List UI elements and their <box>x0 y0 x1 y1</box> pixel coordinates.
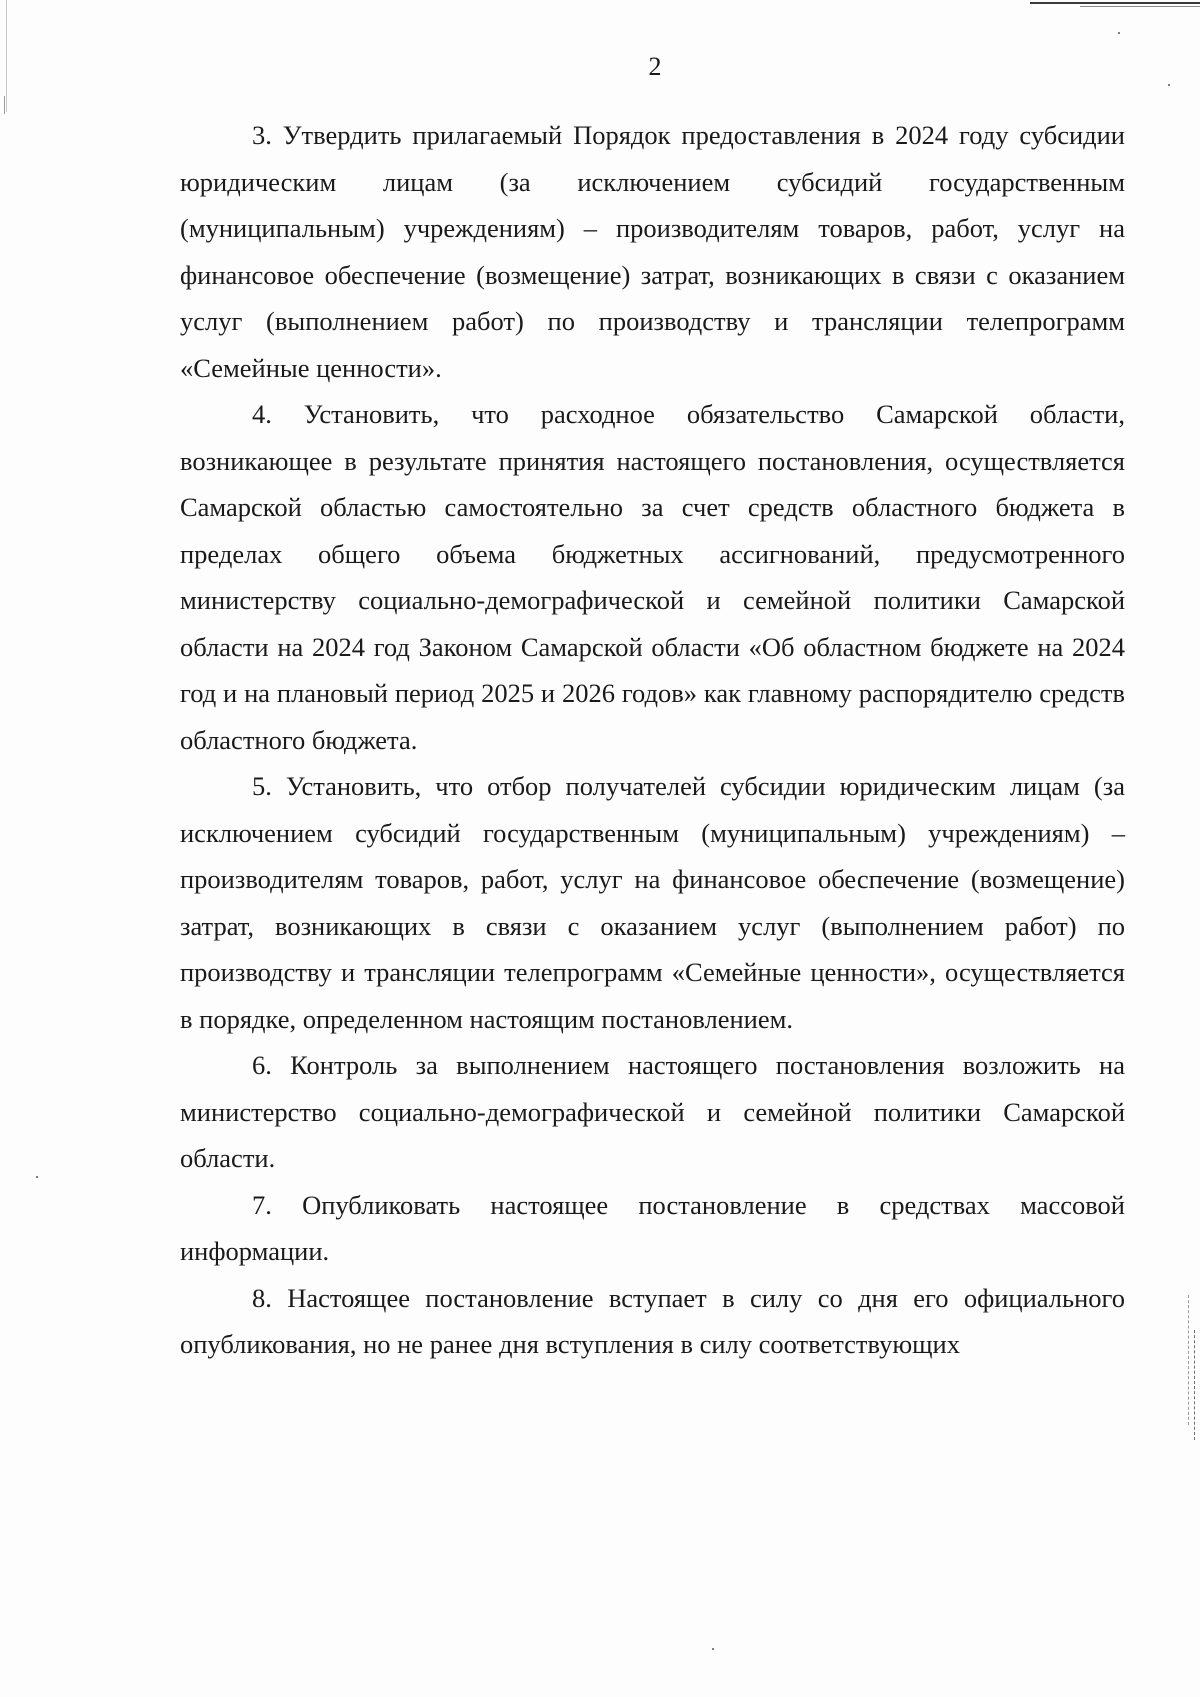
scan-speck <box>712 1648 714 1650</box>
scan-right-edge-artifact <box>1194 1330 1196 1440</box>
scan-speck <box>1168 84 1170 86</box>
paragraph-8: 8. Настоящее постановление вступает в силу со дня его официального опубликования, но не ранее дня вступления в силу соответствующих <box>180 1282 1125 1359</box>
paragraph-3: 3. Утвердить прилагаемый Порядок предоставления в 2024 году субсидии юридическим лицам (за исключением субсидий государственным (муниципальным) учреждениям) – производителям товаров, работ, услуг на финансовое обеспечение (возмещение) затрат, возникающих в связи с оказанием услуг (выполнением работ) по производству и трансляции телепрограмм «Семейные ценности». <box>180 120 1125 383</box>
scan-right-edge-artifact <box>1188 1295 1190 1425</box>
page-number: 2 <box>648 52 662 81</box>
paragraph-7: 7. Опубликовать настоящее постановление в средствах массовой информации. <box>180 1189 1125 1266</box>
paragraph-5: 5. Установить, что отбор получателей субсидии юридическим лицам (за исключением субсидий государственным (муниципальным) учреждениям) – производителям товаров, работ, услуг на финансовое обеспечение (возмещение) затрат, возникающих в связи с оказанием услуг (выполнением работ) по производству и трансляции телепрограмм «Семейные ценности», осуществляется в порядке, определенном настоящим постановлением. <box>180 771 1125 1034</box>
scan-edge-artifact <box>4 96 5 114</box>
scan-speck <box>36 1176 38 1178</box>
scan-top-rule-artifact <box>1080 6 1200 7</box>
document-body <box>180 112 1125 1368</box>
scan-top-rule-artifact <box>1030 2 1200 4</box>
scan-speck <box>1118 32 1120 34</box>
paragraph-6: 6. Контроль за выполнением настоящего постановления возложить на министерство социально-демографической и семейной политики Самарской области. <box>180 1050 1125 1173</box>
paragraph-4: 4. Установить, что расходное обязательство Самарской области, возникающее в результате принятия настоящего постановления, осуществляется Самарской областью самостоятельно за счет средств областного бюджета в пределах общего объема бюджетных ассигнований, предусмотренного министерству социально-демографической и семейной политики Самарской области на 2024 год Законом Самарской области «Об областном бюджете на 2024 год и на плановый период 2025 и 2026 годов» как главному распорядителю средств областного бюджета. <box>180 399 1125 755</box>
